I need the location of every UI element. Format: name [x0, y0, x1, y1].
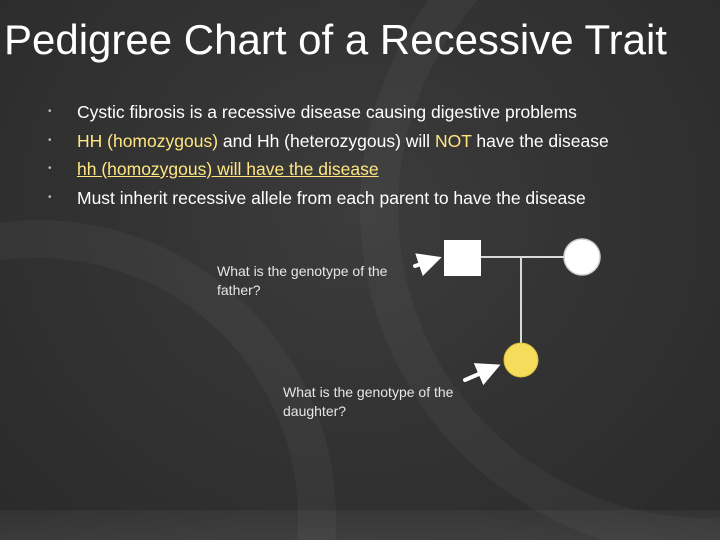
- bullet-dot-icon: •: [48, 134, 52, 146]
- bullet-text: Cystic fibrosis is a recessive disease causing digestive problems: [77, 102, 577, 122]
- daughter-genotype-question: What is the genotype of the daughter?: [283, 384, 454, 419]
- not-emphasis-text: NOT: [434, 130, 472, 151]
- bullet-dot-icon: •: [48, 191, 52, 203]
- bullet-text: and Hh (heterozygous) will: [218, 130, 435, 151]
- father-genotype-question: What is the genotype of the father?: [217, 263, 388, 298]
- daughter-circle: [504, 343, 538, 377]
- bullet-dot-icon: •: [48, 163, 52, 174]
- bullet-text: Must inherit recessive allele from each parent to have the disease: [77, 187, 586, 208]
- arrow-to-daughter-icon: [465, 367, 495, 380]
- bullet-text: have the disease: [471, 130, 609, 151]
- arrow-to-father-icon: [415, 259, 436, 266]
- bullet-dot-icon: •: [48, 106, 52, 117]
- slide-title: Pedigree Chart of a Recessive Trait: [4, 16, 667, 63]
- mother-circle: [564, 239, 600, 275]
- homozygous-recessive-text: hh (homozygous) will have the disease: [77, 159, 379, 179]
- homozygous-dominant-text: HH (homozygous): [77, 130, 219, 151]
- father-square: [444, 240, 481, 276]
